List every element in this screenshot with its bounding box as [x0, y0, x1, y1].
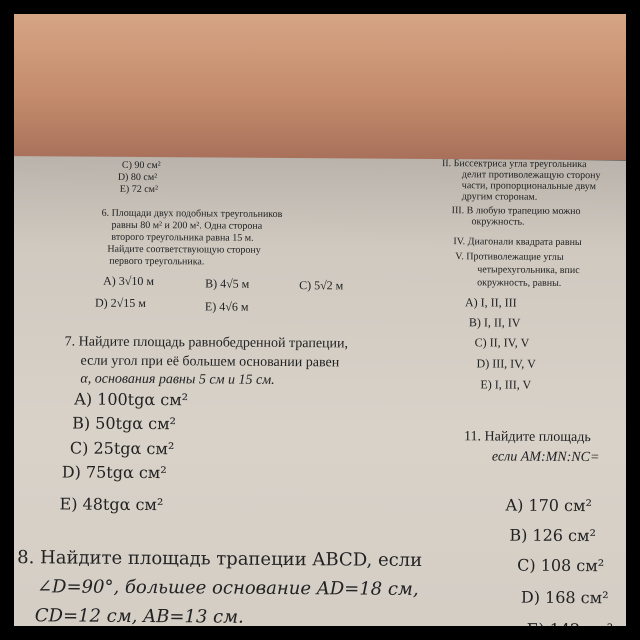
statement-v-line1: V. Противолежащие углы	[455, 251, 564, 263]
q7-line2: если угол при её большем основании равен	[80, 353, 340, 371]
statement-iv: IV. Диагонали квадрата равны	[453, 236, 582, 249]
q5-option-e: E) 72 см²	[119, 183, 159, 196]
q10-option-e: E) I, III, V	[480, 377, 532, 392]
q6-option-e: E) 4√6 м	[204, 299, 249, 314]
q11-line2: если AM:MN:NC=	[491, 449, 600, 466]
statement-v-line2: четырехугольника, впис	[477, 264, 580, 277]
q6-option-a: A) 3√10 м	[103, 273, 155, 289]
q11-option-a: A) 170 см²	[505, 495, 592, 516]
statement-iii-line1: III. В любую трапецию можно	[451, 205, 581, 218]
q10-option-d: D) III, IV, V	[476, 356, 536, 371]
q7-option-d: D) 75tgα см²	[61, 462, 167, 483]
q11-option-d: D) 168 см²	[520, 587, 609, 608]
q7-option-e: E) 48tgα см²	[59, 494, 164, 515]
q10-option-b: B) I, II, IV	[468, 315, 521, 330]
table-background	[0, 0, 640, 160]
q10-option-a: A) I, II, III	[464, 295, 517, 310]
statement-ii-line1: II. Биссектриса угла треугольника	[441, 158, 587, 171]
q11-line1: 11. Найдите площадь	[463, 429, 591, 446]
statement-ii-line4: другим сторонам.	[461, 191, 538, 203]
q7-line3: α, основания равны 5 см и 15 см.	[80, 371, 275, 388]
q7-option-c: C) 25tgα см²	[69, 438, 175, 459]
q6-option-d: D) 2√15 м	[94, 295, 146, 311]
statement-v-line3: окружность, равны.	[477, 277, 562, 289]
q7-line1: 7. Найдите площадь равнобедренной трапеции,	[64, 334, 349, 352]
q8-line1: 8. Найдите площадь трапеции ABCD, если	[17, 547, 423, 571]
statement-ii-line3: части, пропорциональные двум	[461, 180, 596, 193]
q8-line3: CD=12 см, AB=13 см.	[34, 605, 244, 628]
q5-option-d: D) 80 см²	[117, 171, 158, 184]
statement-iii-line2: окружность.	[471, 216, 525, 228]
q6-option-b: B) 4√5 м	[205, 276, 250, 291]
q7-option-b: B) 50tgα см²	[72, 413, 177, 434]
q7-option-a: A) 100tgα см²	[74, 389, 189, 410]
q11-option-c: C) 108 см²	[517, 555, 605, 576]
statement-ii-line2: делит противолежащую сторону	[461, 169, 601, 182]
q6-line1: 6. Площади двух подобных треугольников	[101, 207, 283, 220]
q6-option-c: C) 5√2 м	[299, 278, 344, 293]
worksheet-page	[0, 156, 640, 640]
q6-line3: второго треугольника равна 15 м.	[111, 231, 254, 244]
q6-line4: Найдите соответствующую сторону	[107, 243, 261, 256]
q6-line2: равны 80 м² и 200 м². Одна сторона	[111, 219, 263, 232]
q11-option-e: E) 142 см²	[526, 619, 614, 640]
q5-option-c: C) 90 см²	[121, 159, 161, 172]
q8-line2: ∠D=90°, большее основание AD=18 см,	[36, 576, 419, 600]
q6-line5: первого треугольника.	[109, 255, 205, 268]
q11-option-b: B) 126 см²	[509, 525, 596, 546]
q10-option-c: C) II, IV, V	[474, 335, 530, 350]
